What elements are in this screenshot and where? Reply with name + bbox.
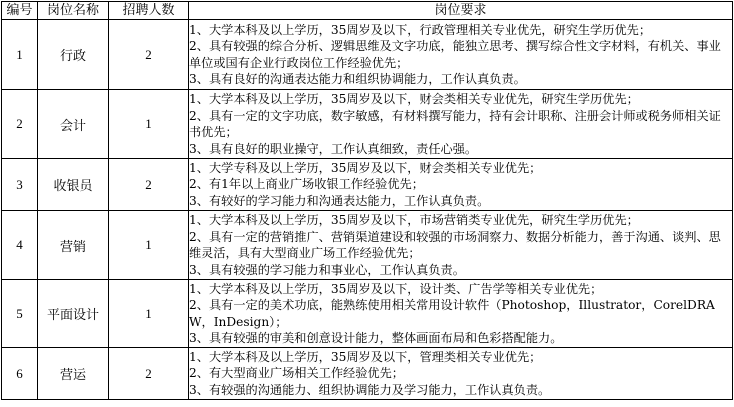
row-requirements (189, 280, 733, 348)
row-headcount: 2 (109, 159, 189, 211)
header-row (2, 2, 733, 20)
table-header (2, 2, 733, 20)
row-position: 会计 (38, 90, 109, 159)
table-body (2, 20, 733, 400)
requirement-line: 1、大学本科及以上学历，35周岁及以下，市场营销类专业优先，研究生学历优先； (189, 213, 639, 227)
row-position: 营销 (38, 211, 109, 280)
row-number: 3 (2, 159, 38, 211)
requirement-line: 2、有1年以上商业广场收银工作经验优先； (189, 177, 424, 192)
row-headcount: 2 (109, 20, 189, 90)
row-requirements (189, 159, 733, 211)
row-headcount: 1 (109, 90, 189, 159)
row-requirements (189, 211, 733, 280)
requirement-line: 3、具有良好的职业操守，工作认真细致，责任心强。 (189, 141, 478, 156)
requirement-line: 3、有较好的学习能力和沟通表达能力，工作认真负责。 (189, 193, 490, 208)
header-headcount: 招聘人数 (109, 2, 189, 20)
requirement-line: 1、大学本科及以上学历，35周岁及以下，行政管理相关专业优先，研究生学历优先； (189, 22, 652, 37)
requirement-line: 3、有较强的沟通能力、组织协调能力及学习能力，工作认真负责。 (189, 382, 551, 397)
requirement-line: 2、具有一定的美术功底，能熟练使用相关常用设计软件（Photoshop，Illustrator，CorelDRAW，InDesign）； (189, 298, 715, 329)
requirement-line: 1、大学专科及以上学历，35周岁及以下，财会类相关专业优先； (189, 160, 542, 175)
row-position: 行政 (38, 20, 109, 90)
row-number: 2 (2, 90, 38, 159)
row-requirements (189, 348, 733, 400)
requirement-line: 2、有大型商业广场相关工作经验优先； (189, 366, 404, 381)
table-row (2, 159, 733, 211)
row-position: 营运 (38, 348, 109, 400)
row-position: 平面设计 (38, 280, 109, 348)
requirement-line: 1、大学本科及以上学历，35周岁及以下，设计类、广告学等相关专业优先； (189, 281, 603, 296)
requirement-line: 1、大学本科及以上学历，35周岁及以下，财会类相关专业优先，研究生学历优先； (189, 92, 639, 106)
requirement-line: 2、具有较强的综合分析、逻辑思维及文字功底，能独立思考、撰写综合性文字材料，有机关、事业单位或国有企业行政岗位工作经验优先； (189, 39, 721, 70)
row-headcount: 2 (109, 348, 189, 400)
row-number: 4 (2, 211, 38, 280)
table-row (2, 211, 733, 280)
header-requirements: 岗位要求 (189, 2, 733, 20)
requirement-line: 3、具有较强的审美和创意设计能力，整体画面布局和色彩搭配能力。 (189, 331, 563, 345)
requirement-line: 1、大学本科及以上学历，35周岁及以下，管理类相关专业优先； (189, 349, 542, 364)
requirement-line: 3、具有良好的沟通表达能力和组织协调能力，工作认真负责。 (189, 72, 526, 86)
row-number: 6 (2, 348, 38, 400)
header-number: 编号 (2, 2, 38, 20)
table-row (2, 20, 733, 90)
row-headcount: 1 (109, 280, 189, 348)
header-position: 岗位名称 (38, 2, 109, 20)
table-row (2, 90, 733, 159)
table-row (2, 280, 733, 348)
requirement-line: 2、具有一定的营销推广、营销渠道建设和较强的市场洞察力、数据分析能力，善于沟通、谈判、思维灵活，具有大型商业广场工作经验优先； (189, 229, 721, 260)
requirement-line: 3、具有较强的学习能力和事业心，工作认真负责。 (189, 262, 465, 277)
row-requirements (189, 20, 733, 90)
row-position: 收银员 (38, 159, 109, 211)
requirement-line: 2、具有一定的文字功底，数字敏感，有材料撰写能力，持有会计职称、注册会计师或税务师相关证书优先； (189, 108, 721, 139)
recruitment-table (1, 1, 733, 400)
table-row (2, 348, 733, 400)
row-number: 5 (2, 280, 38, 348)
row-number: 1 (2, 20, 38, 90)
row-headcount: 1 (109, 211, 189, 280)
row-requirements (189, 90, 733, 159)
